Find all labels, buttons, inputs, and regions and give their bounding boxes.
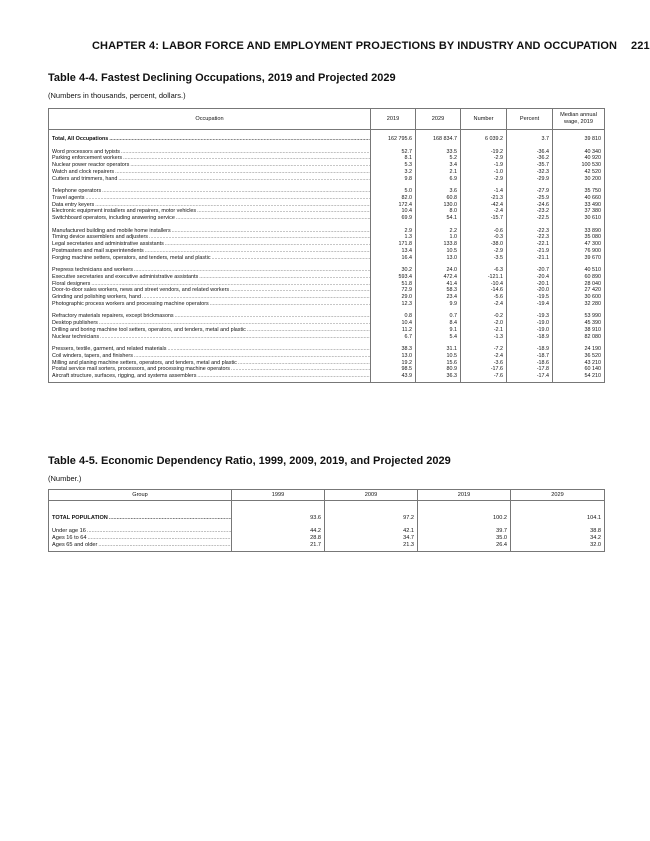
table-4-4-header-row — [49, 109, 605, 130]
cell-2019: 69.9 — [371, 215, 416, 222]
cell-percent: -19.0 — [507, 327, 553, 334]
table-row — [49, 255, 605, 262]
cell-2019: 38.3 — [371, 346, 416, 353]
cell-percent: -20.1 — [507, 281, 553, 288]
table-row — [49, 188, 605, 195]
row-label: Pressers, textile, garment, and related materials — [52, 346, 167, 353]
cell-2019: 5.3 — [371, 162, 416, 169]
cell-1999: 21.7 — [232, 542, 325, 552]
cell-2029: 130.0 — [416, 202, 461, 209]
cell-percent: -20.0 — [507, 287, 553, 294]
cell-median-wage: 82 080 — [553, 334, 605, 341]
table-row — [49, 334, 605, 341]
row-label: Forging machine setters, operators, and tenders, metal and plastic — [52, 254, 211, 261]
col-header-occupation: Occupation — [49, 109, 371, 130]
row-label: Under age 16 — [52, 527, 86, 534]
cell-2029: 36.3 — [416, 373, 461, 382]
table-4-5 — [48, 489, 605, 552]
cell-number: -38.0 — [461, 241, 507, 248]
cell-number: -2.9 — [461, 155, 507, 162]
table-row — [49, 373, 605, 382]
col-header-1999: 1999 — [232, 490, 325, 501]
cell-2019: 51.8 — [371, 281, 416, 288]
cell-median-wage: 40 920 — [553, 155, 605, 162]
cell-2029: 38.8 — [511, 528, 605, 535]
cell-median-wage: 30 610 — [553, 215, 605, 222]
cell-2029: 3.4 — [416, 162, 461, 169]
cell-2019: 26.4 — [418, 542, 511, 552]
cell-2019: 52.7 — [371, 149, 416, 156]
cell-2019: 13.4 — [371, 248, 416, 255]
cell-number: -5.6 — [461, 294, 507, 301]
row-label: Word processors and typists — [52, 148, 120, 155]
cell-2029: 2.2 — [416, 228, 461, 235]
cell-2029: 33.5 — [416, 149, 461, 156]
table-4-5-title: Table 4-5. Economic Dependency Ratio, 1999, 2009, 2019, and Projected 2029 — [48, 455, 451, 467]
cell-percent: -29.9 — [507, 176, 553, 183]
cell-2019: 98.5 — [371, 366, 416, 373]
row-label: Cutters and trimmers, hand — [52, 175, 118, 182]
table-row — [49, 287, 605, 294]
cell-2029: 32.0 — [511, 542, 605, 552]
table-4-4 — [48, 108, 605, 383]
cell-2029: 168 834.7 — [416, 136, 461, 143]
cell-percent: -23.2 — [507, 208, 553, 215]
cell-median-wage: 33 890 — [553, 228, 605, 235]
row-label: Timing device assemblers and adjusters — [52, 234, 148, 241]
cell-2029: 15.6 — [416, 360, 461, 367]
cell-percent: -18.6 — [507, 360, 553, 367]
cell-2019: 72.9 — [371, 287, 416, 294]
cell-2029: 6.9 — [416, 176, 461, 183]
row-label: Electronic equipment installers and repairers, motor vehicles — [52, 208, 197, 215]
cell-median-wage: 27 420 — [553, 287, 605, 294]
table-row — [49, 215, 605, 222]
cell-2009: 42.1 — [325, 528, 418, 535]
cell-2019: 593.4 — [371, 274, 416, 281]
col-header-2009: 2009 — [325, 490, 418, 501]
cell-2019: 35.0 — [418, 535, 511, 542]
cell-median-wage: 39 670 — [553, 255, 605, 262]
cell-2029: 10.5 — [416, 248, 461, 255]
cell-median-wage: 37 380 — [553, 208, 605, 215]
col-header-2029: 2029 — [416, 109, 461, 130]
cell-percent: -20.4 — [507, 274, 553, 281]
row-label: Photographic process workers and processing machine operators — [52, 300, 209, 307]
table-4-4-body — [49, 130, 605, 383]
row-label: Grinding and polishing workers, hand — [52, 294, 141, 301]
table-row — [49, 320, 605, 327]
cell-2019: 16.4 — [371, 255, 416, 262]
table-row-total — [49, 136, 605, 143]
table-row — [49, 202, 605, 209]
cell-percent: -25.9 — [507, 195, 553, 202]
table-4-4-title: Table 4-4. Fastest Declining Occupations, 2019 and Projected 2029 — [48, 72, 396, 84]
col-header-number: Number — [461, 109, 507, 130]
cell-number: -2.1 — [461, 327, 507, 334]
cell-number: -17.6 — [461, 366, 507, 373]
table-row — [49, 248, 605, 255]
cell-2029: 34.2 — [511, 535, 605, 542]
cell-number: -15.7 — [461, 215, 507, 222]
cell-number: -19.2 — [461, 149, 507, 156]
cell-2019: 3.2 — [371, 169, 416, 176]
cell-number: -0.2 — [461, 313, 507, 320]
cell-2019: 29.0 — [371, 294, 416, 301]
cell-number: -1.9 — [461, 162, 507, 169]
cell-2019: 10.4 — [371, 320, 416, 327]
cell-percent: -18.9 — [507, 334, 553, 341]
cell-2029: 24.0 — [416, 267, 461, 274]
cell-2029: 472.4 — [416, 274, 461, 281]
running-head — [92, 40, 650, 52]
cell-median-wage: 35 750 — [553, 188, 605, 195]
cell-percent: -18.7 — [507, 353, 553, 360]
cell-2029: 9.1 — [416, 327, 461, 334]
cell-2029: 2.1 — [416, 169, 461, 176]
row-label: Postmasters and mail superintendents — [52, 247, 144, 254]
cell-percent: -22.1 — [507, 241, 553, 248]
cell-number: -7.2 — [461, 346, 507, 353]
cell-percent: -36.4 — [507, 149, 553, 156]
row-label: Total, All Occupations — [52, 136, 109, 142]
cell-median-wage: 47 300 — [553, 241, 605, 248]
cell-2019: 1.3 — [371, 234, 416, 241]
table-row — [49, 301, 605, 308]
row-label: Executive secretaries and executive administrative assistants — [52, 273, 199, 280]
cell-median-wage: 39 810 — [553, 136, 605, 143]
cell-number: 6 039.2 — [461, 136, 507, 143]
row-label: Desktop publishers — [52, 320, 98, 327]
table-row — [49, 195, 605, 202]
cell-median-wage: 28 040 — [553, 281, 605, 288]
row-label: Data entry keyers — [52, 201, 95, 208]
page-number: 221 — [631, 40, 650, 52]
cell-percent: 3.7 — [507, 136, 553, 143]
cell-2019: 172.4 — [371, 202, 416, 209]
cell-2019: 19.2 — [371, 360, 416, 367]
table-row — [49, 228, 605, 235]
cell-median-wage: 53 990 — [553, 313, 605, 320]
cell-median-wage: 43 210 — [553, 360, 605, 367]
cell-median-wage: 76 900 — [553, 248, 605, 255]
row-label: Switchboard operators, including answering service — [52, 215, 175, 222]
cell-2019: 8.1 — [371, 155, 416, 162]
cell-number: -2.4 — [461, 353, 507, 360]
cell-2029: 41.4 — [416, 281, 461, 288]
cell-2019: 100.2 — [418, 515, 511, 522]
cell-median-wage: 42 520 — [553, 169, 605, 176]
cell-2029: 23.4 — [416, 294, 461, 301]
cell-percent: -36.2 — [507, 155, 553, 162]
row-label: Prepress technicians and workers — [52, 267, 133, 274]
table-row — [49, 234, 605, 241]
cell-number: -0.6 — [461, 228, 507, 235]
row-label: Door-to-door sales workers, news and street vendors, and related workers — [52, 287, 230, 294]
cell-median-wage: 60 890 — [553, 274, 605, 281]
cell-2019: 43.9 — [371, 373, 416, 382]
cell-2029: 1.0 — [416, 234, 461, 241]
cell-percent: -17.4 — [507, 373, 553, 382]
table-row — [49, 327, 605, 334]
cell-percent: -22.5 — [507, 215, 553, 222]
cell-number: -6.3 — [461, 267, 507, 274]
cell-1999: 93.6 — [232, 515, 325, 522]
table-row — [49, 162, 605, 169]
table-row — [49, 149, 605, 156]
col-header-2019: 2019 — [371, 109, 416, 130]
cell-median-wage: 24 190 — [553, 346, 605, 353]
cell-2029: 10.5 — [416, 353, 461, 360]
table-row — [49, 313, 605, 320]
row-label: Nuclear power reactor operators — [52, 162, 130, 169]
table-row — [49, 294, 605, 301]
cell-percent: -19.3 — [507, 313, 553, 320]
table-row — [49, 208, 605, 215]
cell-number: -42.4 — [461, 202, 507, 209]
cell-number: -3.5 — [461, 255, 507, 262]
table-row — [49, 281, 605, 288]
cell-median-wage: 45 390 — [553, 320, 605, 327]
row-label: Milling and planing machine setters, operators, and tenders, metal and plastic — [52, 359, 237, 366]
cell-median-wage: 36 520 — [553, 353, 605, 360]
table-4-5-header-row — [49, 490, 605, 501]
cell-median-wage: 60 140 — [553, 366, 605, 373]
cell-2019: 2.9 — [371, 228, 416, 235]
cell-percent: -19.5 — [507, 294, 553, 301]
cell-number: -0.3 — [461, 234, 507, 241]
cell-2019: 39.7 — [418, 528, 511, 535]
table-row — [49, 366, 605, 373]
cell-2019: 82.0 — [371, 195, 416, 202]
cell-median-wage: 40 510 — [553, 267, 605, 274]
cell-2029: 31.1 — [416, 346, 461, 353]
cell-2029: 54.1 — [416, 215, 461, 222]
cell-number: -2.0 — [461, 320, 507, 327]
row-label: Manufactured building and mobile home installers — [52, 227, 171, 234]
cell-percent: -35.7 — [507, 162, 553, 169]
cell-2009: 34.7 — [325, 535, 418, 542]
cell-percent: -17.8 — [507, 366, 553, 373]
col-header-group: Group — [49, 490, 232, 501]
table-row — [49, 346, 605, 353]
cell-2029: 5.2 — [416, 155, 461, 162]
cell-2019: 0.8 — [371, 313, 416, 320]
cell-median-wage: 35 080 — [553, 234, 605, 241]
cell-median-wage: 30 200 — [553, 176, 605, 183]
row-label: Drilling and boring machine tool setters, operators, and tenders, metal and plastic — [52, 326, 246, 333]
cell-2019: 12.3 — [371, 301, 416, 308]
cell-median-wage: 30 600 — [553, 294, 605, 301]
row-label: Travel agents — [52, 194, 85, 201]
row-label: Floral designers — [52, 280, 91, 287]
cell-2029: 3.6 — [416, 188, 461, 195]
row-label: Telephone operators — [52, 188, 102, 195]
cell-2029: 13.0 — [416, 255, 461, 262]
cell-number: -1.3 — [461, 334, 507, 341]
cell-2029: 8.4 — [416, 320, 461, 327]
cell-2009: 21.3 — [325, 542, 418, 552]
row-label: Refractory materials repairers, except brickmasons — [52, 313, 174, 320]
cell-number: -14.6 — [461, 287, 507, 294]
table-row — [49, 176, 605, 183]
row-label: Ages 16 to 64 — [52, 534, 87, 541]
col-header-2029: 2029 — [511, 490, 605, 501]
cell-percent: -20.7 — [507, 267, 553, 274]
row-label: TOTAL POPULATION — [52, 514, 108, 521]
table-row — [49, 535, 605, 542]
table-row — [49, 528, 605, 535]
col-header-2019: 2019 — [418, 490, 511, 501]
cell-2029: 5.4 — [416, 334, 461, 341]
cell-2029: 133.8 — [416, 241, 461, 248]
cell-2019: 171.8 — [371, 241, 416, 248]
cell-median-wage: 40 660 — [553, 195, 605, 202]
row-label: Aircraft structure, surfaces, rigging, and systems assemblers — [52, 373, 197, 380]
cell-number: -7.6 — [461, 373, 507, 382]
cell-median-wage: 33 490 — [553, 202, 605, 209]
table-row — [49, 267, 605, 274]
cell-percent: -18.9 — [507, 346, 553, 353]
col-header-median-wage: Median annual wage, 2019 — [553, 109, 605, 130]
cell-1999: 44.2 — [232, 528, 325, 535]
cell-median-wage: 100 530 — [553, 162, 605, 169]
cell-median-wage: 40 340 — [553, 149, 605, 156]
cell-1999: 28.8 — [232, 535, 325, 542]
cell-2019: 30.2 — [371, 267, 416, 274]
cell-number: -2.4 — [461, 301, 507, 308]
cell-2029: 9.9 — [416, 301, 461, 308]
table-row — [49, 353, 605, 360]
table-row — [49, 542, 605, 552]
row-label: Ages 65 and older — [52, 541, 98, 548]
row-label: Nuclear technicians — [52, 333, 100, 340]
cell-number: -121.1 — [461, 274, 507, 281]
table-row — [49, 169, 605, 176]
cell-percent: -24.6 — [507, 202, 553, 209]
cell-number: -2.9 — [461, 248, 507, 255]
cell-percent: -22.3 — [507, 228, 553, 235]
row-label: Watch and clock repairers — [52, 168, 115, 175]
table-row — [49, 155, 605, 162]
table-4-5-note: (Number.) — [48, 474, 82, 483]
cell-2019: 162 795.6 — [371, 136, 416, 143]
table-row — [49, 241, 605, 248]
cell-number: -2.4 — [461, 208, 507, 215]
cell-percent: -27.9 — [507, 188, 553, 195]
cell-median-wage: 54 210 — [553, 373, 605, 382]
table-4-4-note: (Numbers in thousands, percent, dollars.) — [48, 91, 186, 100]
row-label: Parking enforcement workers — [52, 155, 123, 162]
cell-2029: 80.9 — [416, 366, 461, 373]
cell-number: -1.4 — [461, 188, 507, 195]
cell-2029: 8.0 — [416, 208, 461, 215]
cell-2019: 11.2 — [371, 327, 416, 334]
cell-2009: 97.2 — [325, 515, 418, 522]
cell-percent: -22.3 — [507, 234, 553, 241]
chapter-heading: CHAPTER 4: LABOR FORCE AND EMPLOYMENT PROJECTIONS BY INDUSTRY AND OCCUPATION — [92, 40, 618, 52]
cell-percent: -19.0 — [507, 320, 553, 327]
cell-2019: 13.0 — [371, 353, 416, 360]
row-label: Postal service mail sorters, processors, and processing machine operators — [52, 366, 230, 373]
cell-median-wage: 38 910 — [553, 327, 605, 334]
cell-2019: 9.8 — [371, 176, 416, 183]
cell-number: -10.4 — [461, 281, 507, 288]
table-4-5-body — [49, 501, 605, 552]
cell-median-wage: 32 280 — [553, 301, 605, 308]
cell-2019: 6.7 — [371, 334, 416, 341]
cell-percent: -21.9 — [507, 248, 553, 255]
cell-number: -2.9 — [461, 176, 507, 183]
cell-percent: -19.4 — [507, 301, 553, 308]
cell-percent: -32.3 — [507, 169, 553, 176]
cell-2019: 10.4 — [371, 208, 416, 215]
row-label: Legal secretaries and administrative assistants — [52, 241, 164, 248]
cell-2029: 60.8 — [416, 195, 461, 202]
cell-2029: 58.3 — [416, 287, 461, 294]
cell-2029: 104.1 — [511, 515, 605, 522]
table-row — [49, 274, 605, 281]
cell-percent: -21.1 — [507, 255, 553, 262]
table-row-total-population — [49, 515, 605, 522]
table-row — [49, 360, 605, 367]
cell-number: -21.3 — [461, 195, 507, 202]
col-header-percent: Percent — [507, 109, 553, 130]
cell-2019: 5.0 — [371, 188, 416, 195]
cell-2029: 0.7 — [416, 313, 461, 320]
cell-number: -1.0 — [461, 169, 507, 176]
row-label: Coil winders, tapers, and finishers — [52, 352, 133, 359]
cell-number: -3.6 — [461, 360, 507, 367]
